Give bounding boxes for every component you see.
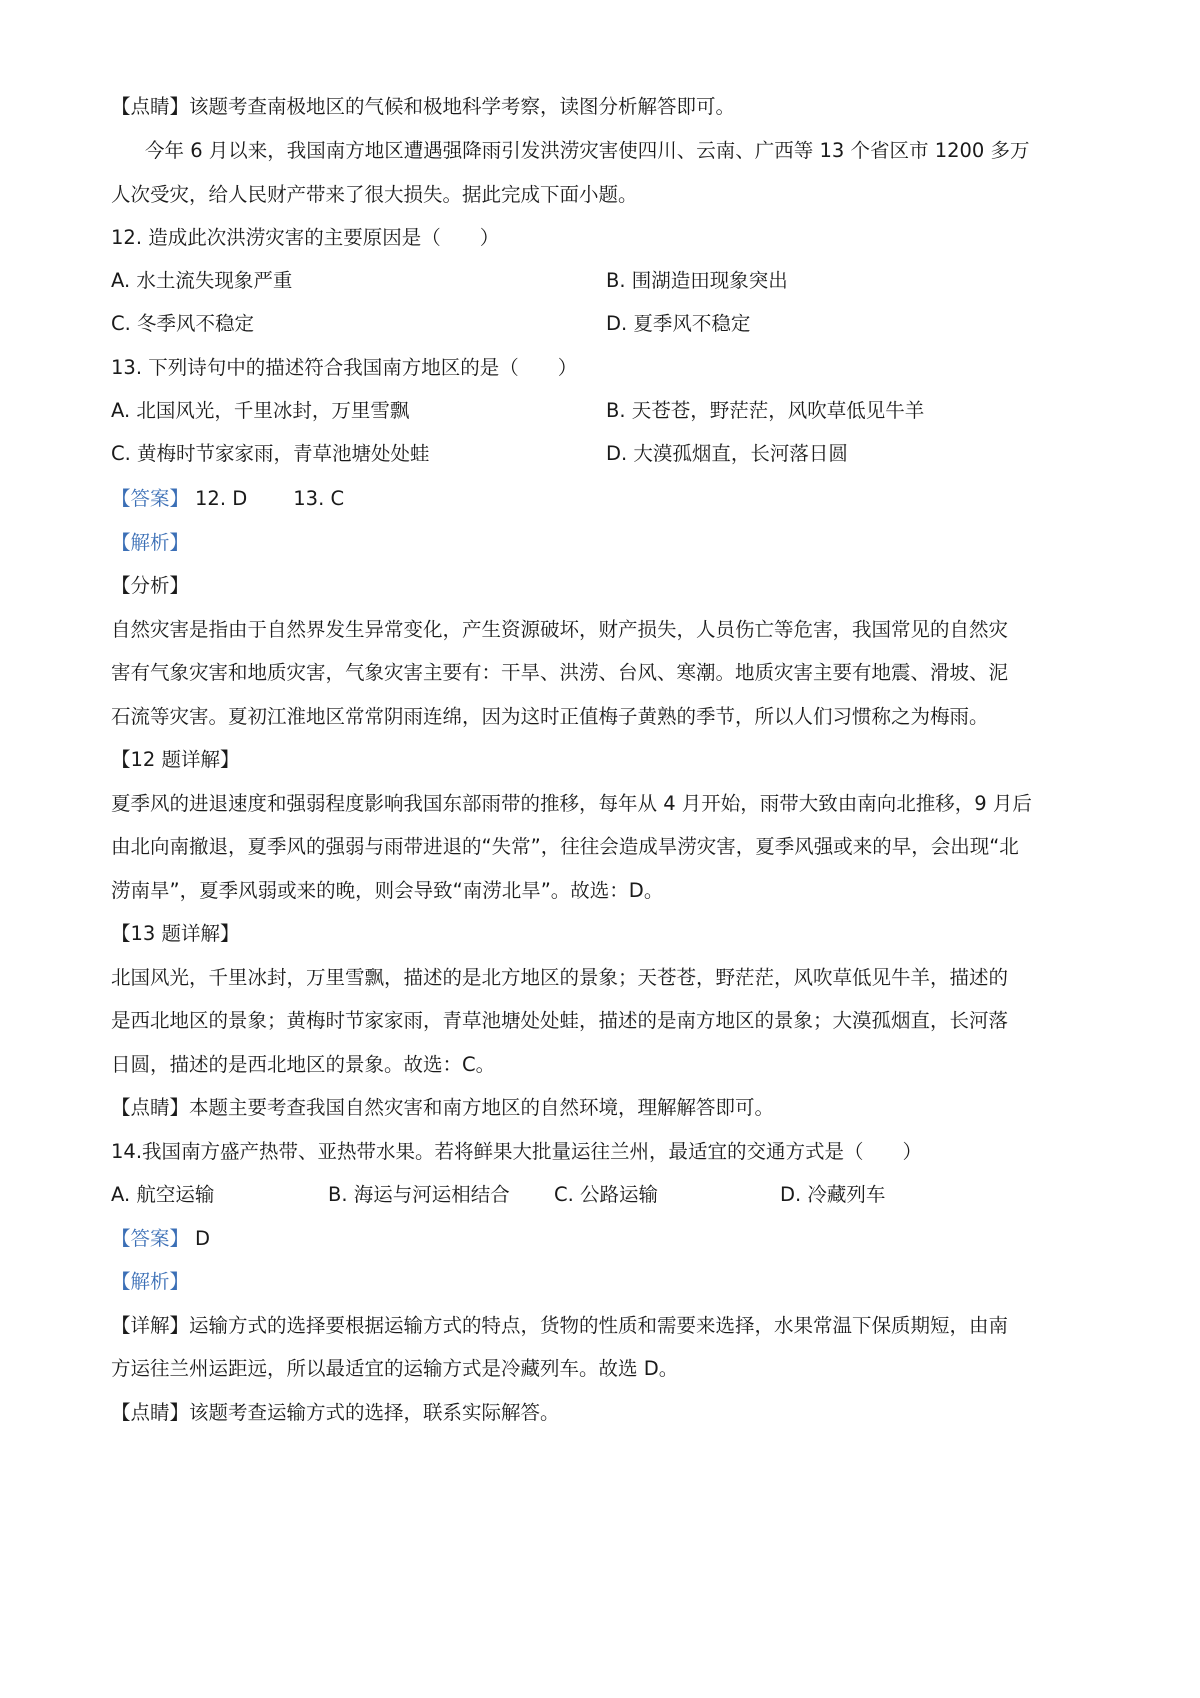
q13-option-a: A. 北国风光，千里冰封，万里雪飘 (111, 399, 410, 422)
answer-12-13 (111, 485, 1101, 513)
answer-14-row (111, 1225, 1101, 1253)
analysis-label-2: 【解析】 (111, 1270, 190, 1293)
q14-option-c: C. 公路运输 (554, 1183, 659, 1206)
q13-option-d: D. 大漠孤烟直，长河落日圆 (606, 442, 848, 465)
question-13: 13. 下列诗句中的描述符合我国南方地区的是（ ） (111, 356, 578, 379)
detail-13-line: 北国风光，千里冰封，万里雪飘，描述的是北方地区的景象；天苍苍，野茫茫，风吹草低见牛羊，描述的 (111, 966, 1009, 989)
answer-12: 12. D (195, 487, 248, 510)
q14-option-b: B. 海运与河运相结合 (328, 1183, 510, 1206)
detail-12-line: 夏季风的进退速度和强弱程度影响我国东部雨带的推移，每年从 4 月开始，雨带大致由南向北推移，9 月后 (111, 792, 1032, 815)
q13-options-row-1 (111, 397, 1101, 425)
analysis-para-line: 害有气象灾害和地质灾害，气象灾害主要有：干旱、洪涝、台风、寒潮。地质灾害主要有地震、滑坡、泥 (111, 661, 1009, 684)
answer-label: 【答案】 (111, 1227, 190, 1250)
q13-options-row-2 (111, 440, 1101, 468)
q12-option-c: C. 冬季风不稳定 (111, 312, 255, 335)
analysis-para-line: 石流等灾害。夏初江淮地区常常阴雨连绵，因为这时正值梅子黄熟的季节，所以人们习惯称之为梅雨。 (111, 705, 989, 728)
q12-options-row-2 (111, 310, 1101, 338)
fenxi-heading: 【分析】 (111, 574, 190, 597)
detail-13-heading: 【13 题详解】 (111, 922, 240, 945)
answer-label: 【答案】 (111, 487, 190, 510)
dianjing-14: 【点睛】该题考查运输方式的选择，联系实际解答。 (111, 1401, 560, 1424)
dianjing-12-13: 【点睛】本题主要考查我国自然灾害和南方地区的自然环境，理解解答即可。 (111, 1096, 775, 1119)
passage-line-2: 人次受灾，给人民财产带来了很大损失。据此完成下面小题。 (111, 183, 638, 206)
q14-option-d: D. 冷藏列车 (780, 1183, 886, 1206)
answer-13: 13. C (293, 487, 345, 510)
answer-14: D (195, 1227, 211, 1250)
question-12: 12. 造成此次洪涝灾害的主要原因是（ ） (111, 226, 500, 249)
q12-option-d: D. 夏季风不稳定 (606, 312, 751, 335)
analysis-label-1: 【解析】 (111, 531, 190, 554)
q13-option-c: C. 黄梅时节家家雨，青草池塘处处蛙 (111, 442, 430, 465)
q14-options-row (111, 1181, 1101, 1209)
q12-option-b: B. 围湖造田现象突出 (606, 269, 788, 292)
detail-12-line: 由北向南撤退，夏季风的强弱与雨带进退的“失常”，往往会造成旱涝灾害，夏季风强或来的早，会出现“北 (111, 835, 1019, 858)
q12-options-row-1 (111, 267, 1101, 295)
q14-option-a: A. 航空运输 (111, 1183, 215, 1206)
detail-12-line: 涝南旱”，夏季风弱或来的晚，则会导致“南涝北旱”。故选：D。 (111, 879, 664, 902)
detail-13-line: 日圆，描述的是西北地区的景象。故选：C。 (111, 1053, 496, 1076)
detail-13-line: 是西北地区的景象；黄梅时节家家雨，青草池塘处处蛙，描述的是南方地区的景象；大漠孤烟直，长河落 (111, 1009, 1009, 1032)
passage-line-1: 今年 6 月以来，我国南方地区遭遇强降雨引发洪涝灾害使四川、云南、广西等 13 个省区市 1200 多万 (145, 139, 1030, 162)
q13-option-b: B. 天苍苍，野茫茫，风吹草低见牛羊 (606, 399, 925, 422)
detail-14-line: 方运往兰州运距远，所以最适宜的运输方式是冷藏列车。故选 D。 (111, 1357, 679, 1380)
question-14: 14.我国南方盛产热带、亚热带水果。若将鲜果大批量运往兰州，最适宜的交通方式是（ ） (111, 1140, 923, 1163)
dianjing-11: 【点睛】该题考查南极地区的气候和极地科学考察，读图分析解答即可。 (111, 95, 736, 118)
detail-14-line: 【详解】运输方式的选择要根据运输方式的特点，货物的性质和需要来选择，水果常温下保质期短，由南 (111, 1314, 1009, 1337)
q12-option-a: A. 水土流失现象严重 (111, 269, 293, 292)
detail-12-heading: 【12 题详解】 (111, 748, 240, 771)
analysis-para-line: 自然灾害是指由于自然界发生异常变化，产生资源破坏，财产损失，人员伤亡等危害，我国常见的自然灾 (111, 618, 1009, 641)
